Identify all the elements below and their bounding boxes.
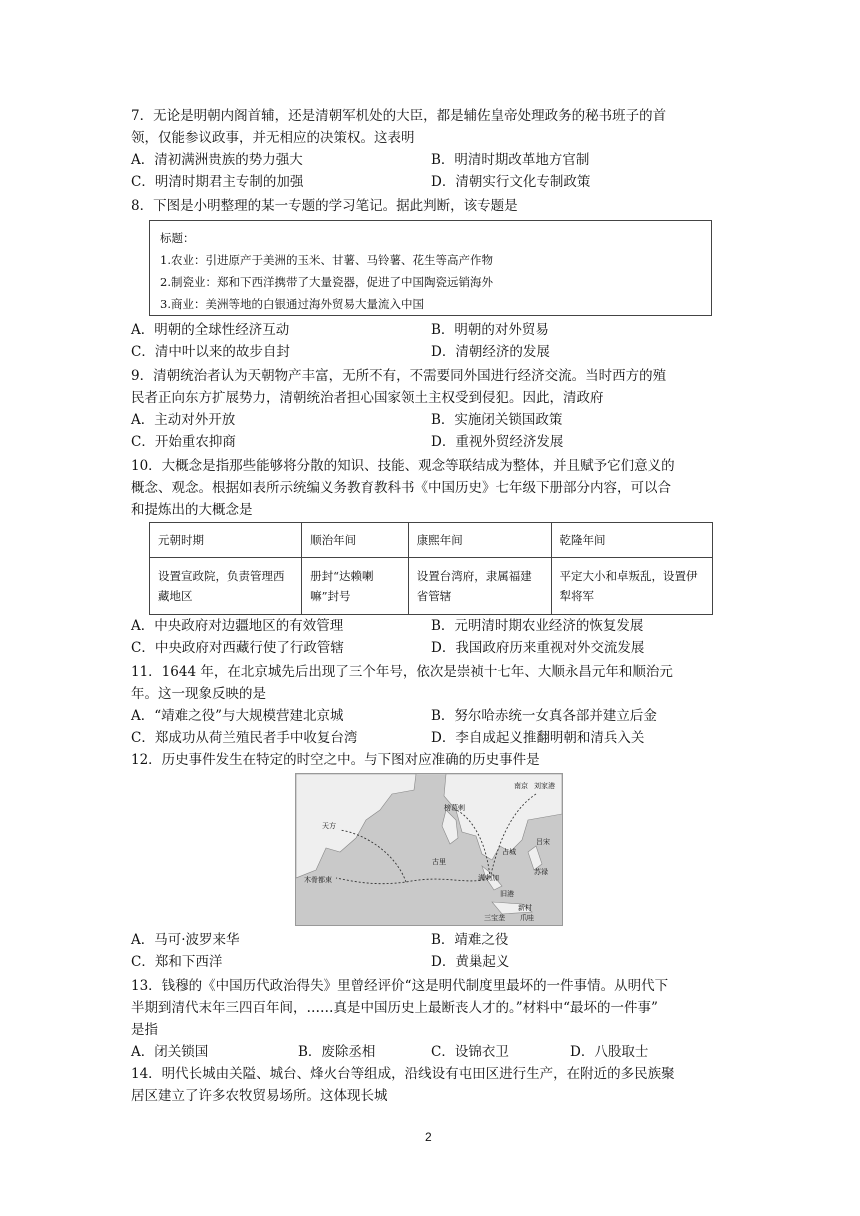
- map-label-bangala: 榜葛剌: [444, 805, 465, 812]
- era-header-shunzhi: 顺治年间: [302, 523, 409, 558]
- map-label-jiugang: 旧港: [500, 891, 514, 898]
- q10-option-d: D．我国政府历来重视对外交流发展: [431, 640, 645, 656]
- q8-option-a: A．明朝的全球性经济互动: [131, 322, 290, 338]
- q10-option-c: C．中央政府对西藏行使了行政管辖: [131, 640, 344, 656]
- q9-stem-line1: 9．清朝统治者认为天朝物产丰富，无所不有，不需要同外国进行经济交流。当时西方的殖: [131, 368, 667, 384]
- q7-stem-line1: 7．无论是明朝内阁首辅，还是清朝军机处的大臣，都是辅佐皇帝处理政务的秘书班子的首: [131, 108, 667, 124]
- q11-stem-line2: 年。这一现象反映的是: [131, 686, 266, 702]
- q11-option-a: A．“靖难之役”与大规模营建北京城: [131, 708, 344, 724]
- q10-stem-line1: 10．大概念是指那些能够将分散的知识、技能、观念等联结成为整体，并且赋予它们意义的: [131, 458, 675, 474]
- map-label-guli: 古里: [432, 859, 446, 866]
- q10-stem-line3: 和提炼出的大概念是: [131, 502, 253, 518]
- map-figure: [296, 774, 562, 925]
- map-label-liujiagang: 刘家港: [534, 783, 555, 790]
- q9-option-a: A．主动对外开放: [131, 412, 236, 428]
- q12-option-d: D．黄巢起义: [431, 954, 510, 970]
- q12-option-a: A．马可·波罗来华: [131, 932, 240, 948]
- q13-stem-line1: 13．钱穆的《中国历代政治得失》里曾经评价“这是明代制度里最坏的一件事情。从明代下: [131, 978, 669, 994]
- era-table-content-row: [150, 558, 713, 615]
- map-label-zhaowa: 爪哇: [520, 915, 534, 922]
- q11-option-c: C．郑成功从荷兰殖民者手中收复台湾: [131, 730, 358, 746]
- q7-option-d: D．清朝实行文化专制政策: [431, 174, 591, 190]
- map-label-lvsong: 吕宋: [536, 839, 550, 846]
- q13-option-b: B．废除丞相: [298, 1044, 376, 1060]
- q9-stem-line2: 民者正向东方扩展势力，清朝统治者担心国家领土主权受到侵犯。因此，清政府: [131, 390, 604, 406]
- map-label-malacca: 满剌加: [478, 875, 499, 882]
- map-label-sulu: 苏禄: [534, 869, 548, 876]
- era-cell-shunzhi: 册封“达赖喇嘛”封号: [302, 558, 409, 615]
- q12-option-b: B．靖难之役: [431, 932, 509, 948]
- q8-option-b: B．明朝的对外贸易: [431, 322, 549, 338]
- q8-option-d: D．清朝经济的发展: [431, 344, 550, 360]
- q9-option-c: C．开始重农抑商: [131, 434, 236, 450]
- era-cell-qianlong: 平定大小和卓叛乱，设置伊犁将军: [551, 558, 712, 615]
- era-header-qianlong: 乾隆年间: [551, 523, 712, 558]
- study-notes-box: [149, 220, 712, 316]
- map-label-mugudushu: 木骨都束: [304, 877, 332, 884]
- era-header-kangxi: 康熙年间: [408, 523, 551, 558]
- q13-option-a: A．闭关锁国: [131, 1044, 209, 1060]
- q10-stem-line2: 概念、观念。根据如表所示统编义务教育教科书《中国历史》七年级下册部分内容，可以合: [131, 480, 671, 496]
- q14-stem-line1: 14．明代长城由关隘、城台、烽火台等组成，沿线设有屯田区进行生产，在附近的多民族聚: [131, 1066, 675, 1082]
- q7-option-b: B．明清时期改革地方官制: [431, 152, 590, 168]
- q12-option-c: C．郑和下西洋: [131, 954, 223, 970]
- notes-item-commerce: 3.商业：美洲等地的白银通过海外贸易大量流入中国: [160, 297, 424, 311]
- page-number: 2: [425, 1130, 432, 1144]
- q10-option-b: B．元明清时期农业经济的恢复发展: [431, 618, 644, 634]
- q11-option-b: B．努尔哈赤统一女真各部并建立后金: [431, 708, 657, 724]
- q8-stem-line1: 8．下图是小明整理的某一专题的学习笔记。据此判断，该专题是: [131, 198, 518, 214]
- q7-option-c: C．明清时期君主专制的加强: [131, 174, 304, 190]
- q10-option-a: A．中央政府对边疆地区的有效管理: [131, 618, 344, 634]
- q9-option-b: B．实施闭关锁国政策: [431, 412, 563, 428]
- q12-stem-line1: 12．历史事件发生在特定的时空之中。与下图对应准确的历史事件是: [131, 752, 540, 768]
- era-table: [149, 522, 713, 615]
- q7-option-a: A．清初满洲贵族的势力强大: [131, 152, 303, 168]
- map-label-sanbaolong: 三宝垄: [484, 915, 505, 922]
- map-label-tianfang: 天方: [322, 823, 336, 830]
- q13-option-d: D．八股取士: [570, 1044, 649, 1060]
- era-cell-kangxi: 设置台湾府，隶属福建省管辖: [408, 558, 551, 615]
- map-label-xincun: 新村: [518, 905, 532, 912]
- q7-stem-line2: 领，仅能参议政事，并无相应的决策权。这表明: [131, 130, 415, 146]
- q13-stem-line2: 半期到清代末年三四百年间，……真是中国历史上最断丧人才的。”材料中“最坏的一件事”: [131, 1000, 658, 1016]
- q9-option-d: D．重视外贸经济发展: [431, 434, 564, 450]
- q13-stem-line3: 是指: [131, 1022, 158, 1038]
- era-header-yuan: 元朝时期: [150, 523, 302, 558]
- era-table-header-row: [150, 523, 713, 558]
- voyage-route-map: [295, 773, 563, 926]
- map-label-nanjing: 南京: [514, 783, 528, 790]
- q11-stem-line1: 11．1644 年，在北京城先后出现了三个年号，依次是崇祯十七年、大顺永昌元年和顺治元: [131, 664, 673, 680]
- notes-item-porcelain: 2.制瓷业：郑和下西洋携带了大量瓷器，促进了中国陶瓷远销海外: [160, 275, 493, 289]
- era-cell-yuan: 设置宣政院，负责管理西藏地区: [150, 558, 302, 615]
- map-label-zhancheng: 占城: [502, 849, 516, 856]
- notes-title: 标题：: [160, 231, 195, 245]
- q8-option-c: C．清中叶以来的故步自封: [131, 344, 290, 360]
- notes-item-agriculture: 1.农业：引进原产于美洲的玉米、甘薯、马铃薯、花生等高产作物: [160, 253, 493, 267]
- q14-stem-line2: 居区建立了许多农牧贸易场所。这体现长城: [131, 1088, 388, 1104]
- q13-option-c: C．设锦衣卫: [431, 1044, 509, 1060]
- q11-option-d: D．李自成起义推翻明朝和清兵入关: [431, 730, 645, 746]
